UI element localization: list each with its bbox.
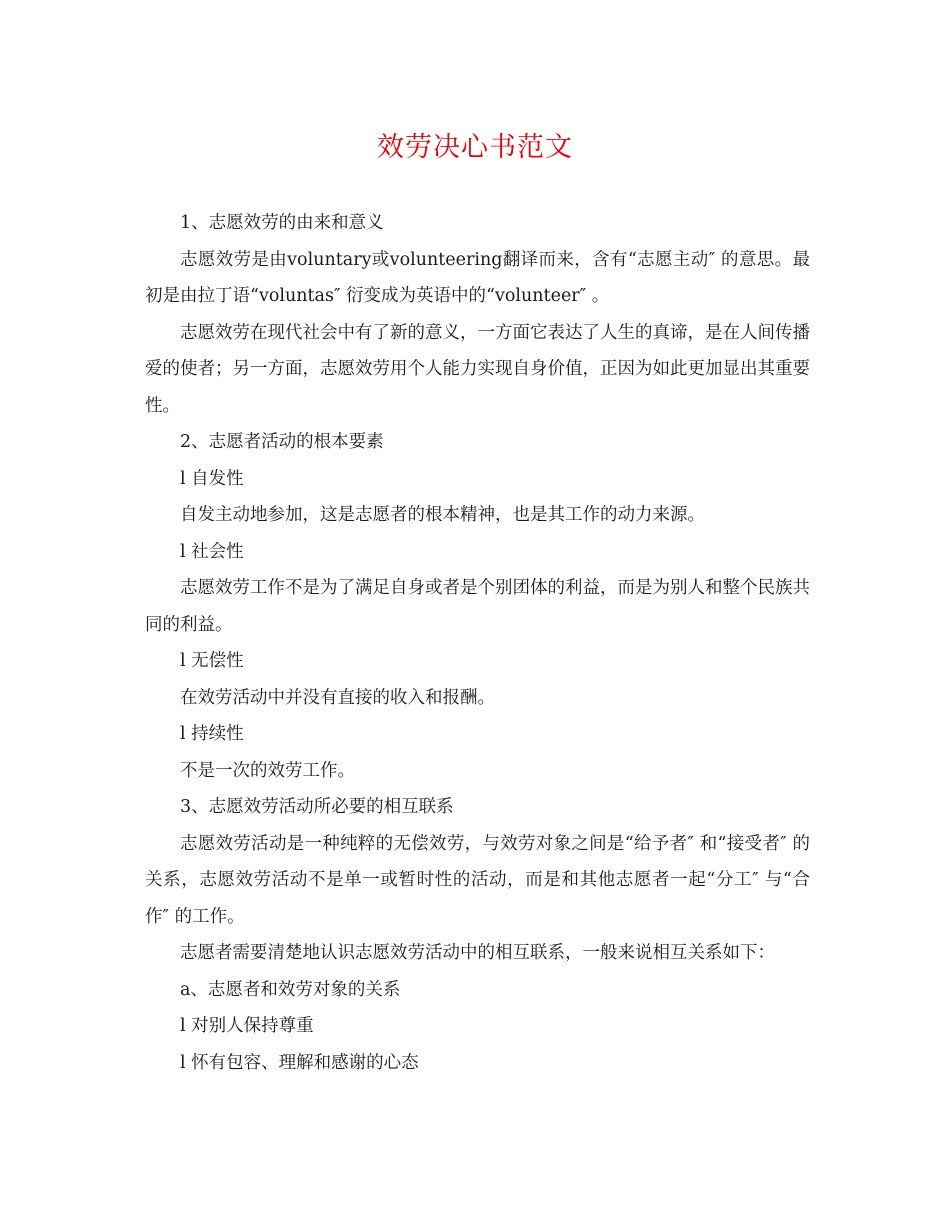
paragraph: 不是一次的效劳工作。 — [180, 760, 355, 781]
section-heading: 3、志愿效劳活动所必要的相互联系 — [180, 797, 454, 817]
paragraph: 在效劳活动中并没有直接的收入和报酬。 — [180, 687, 495, 708]
list-item: l 怀有包容、理解和感谢的心态 — [180, 1052, 419, 1073]
list-item: l 自发性 — [180, 468, 244, 489]
list-item: l 社会性 — [180, 541, 244, 562]
paragraph: 志愿效劳活动是一种纯粹的无偿效劳，与效劳对象之间是“给予者″ 和“接受者″ 的关系，志愿效劳活动不是单一或暂时性的活动，而是和其他志愿者一起“分工″ 与“合作″ 的工作。 — [145, 833, 810, 927]
paragraph: 志愿效劳工作不是为了满足自身或者是个别团体的利益，而是为别人和整个民族共同的利益。 — [145, 578, 810, 635]
paragraph: 志愿效劳是由voluntary或volunteering翻译而来，含有“志愿主动″ 的意思。最初是由拉丁语“voluntas″ 衍变成为英语中的“volunteer″ 。 — [145, 249, 810, 306]
list-item: l 对别人保持尊重 — [180, 1016, 314, 1036]
list-item: l 持续性 — [180, 724, 244, 744]
sub-heading: a、志愿者和效劳对象的关系 — [180, 979, 401, 1000]
list-item: l 无偿性 — [180, 651, 244, 671]
paragraph: 志愿者需要清楚地认识志愿效劳活动中的相互联系，一般来说相互关系如下： — [180, 943, 775, 963]
paragraph: 自发主动地参加，这是志愿者的根本精神，也是其工作的动力来源。 — [180, 505, 705, 525]
document-title: 效劳决心书范文 — [377, 132, 573, 163]
section-heading: 1、志愿效劳的由来和意义 — [180, 213, 384, 233]
document-body — [145, 205, 810, 1081]
section-heading: 2、志愿者活动的根本要素 — [180, 432, 384, 452]
paragraph: 志愿效劳在现代社会中有了新的意义，一方面它表达了人生的真谛，是在人间传播爱的使者；另一方面，志愿效劳用个人能力实现自身价值，正因为如此更加显出其重要性。 — [145, 322, 810, 416]
